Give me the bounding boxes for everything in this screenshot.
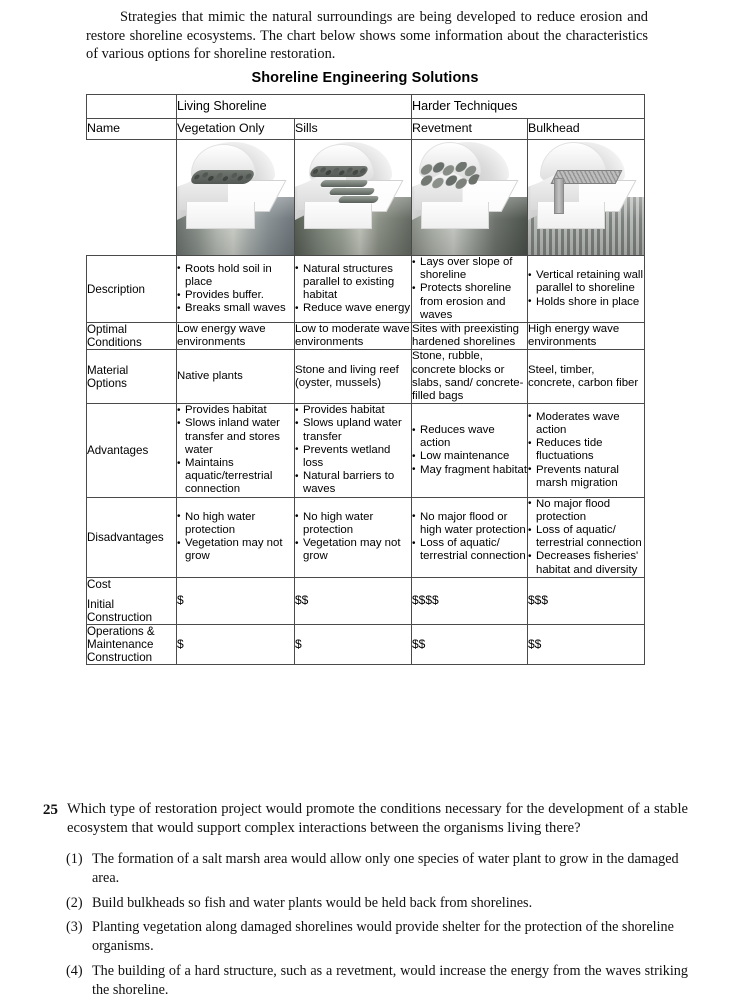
choice-text: The formation of a salt marsh area would allow only one species of water plant to grow in the damaged area. [92,850,679,887]
cell-disadvantages-bulkhead [528,497,645,577]
choice-number: (2) [66,894,83,911]
table-corner-cell [87,95,177,119]
choice-number: (3) [66,919,83,936]
list-item: • Provides habitat [295,404,411,417]
question-stem-row [28,800,688,839]
list-item: • Provides habitat [177,404,294,417]
list-item: • No major flood or high water protection [412,511,527,537]
cell-optimal-conditions-vegetation-only: Low energy wave environments [177,323,295,350]
table-row [87,256,645,323]
row-label-cost-initial-construction [87,577,177,624]
list-item: • No major flood protection [528,498,644,524]
list-item: • Reduces wave action [412,424,527,450]
choice-number: (1) [66,850,83,867]
illustration-cell-bulkhead [528,140,645,256]
row-label-description: Description [87,256,177,323]
cell-disadvantages-sills [295,497,412,577]
list-item: • Low maintenance [412,450,527,463]
row-label-line: Initial [87,597,115,611]
column-header-vegetation-only: Vegetation Only [177,119,295,140]
choice-text: Planting vegetation along damaged shorelines would provide shelter for the protection of the shoreline organisms. [92,919,674,955]
choice-text: Build bulkheads so fish and water plants would be held back from shorelines. [92,894,533,911]
row-label-line: Construction [87,650,153,664]
list-item: • Protects shoreline from erosion and waves [412,282,527,322]
illustration-cell-vegetation-only [177,140,295,256]
question-number: 25 [42,801,58,818]
table-group-header-row [87,95,645,119]
cell-cost-initial-vegetation-only: $ [177,577,295,624]
list-item: • Vertical retaining wall parallel to shoreline [528,269,644,295]
list-item: • Decreases fisheries' habitat and diversity [528,550,644,576]
list-item: • Provides buffer. [177,289,294,302]
list-item: • Vegetation may not grow [177,537,294,563]
choice-number: (4) [66,962,83,979]
list-item: • No high water protection [177,511,294,537]
list-item: • Vegetation may not grow [295,537,411,563]
row-label-disadvantages: Disadvantages [87,497,177,577]
bulkhead-diagram-icon [528,140,644,255]
column-header-bulkhead: Bulkhead [528,119,645,140]
answer-choice-3[interactable] [66,918,688,957]
answer-choice-4[interactable] [66,962,688,1001]
cell-description-vegetation-only [177,256,295,323]
illustration-row-label-empty [87,140,177,256]
list-item: • Moderates wave action [528,411,644,437]
list-item: • Natural barriers to waves [295,470,411,496]
list-item: • Slows inland water transfer and stores water [177,417,294,457]
group-header-harder-techniques: Harder Techniques [412,95,645,119]
list-item: • May fragment habitat [412,464,527,477]
table-row [87,404,645,497]
cell-ops-maintenance-sills: $ [295,624,412,664]
column-header-revetment: Revetment [412,119,528,140]
row-label-line: Cost [87,577,111,591]
cell-description-bulkhead [528,256,645,323]
table-row [87,577,645,624]
row-label-operations-maintenance [87,624,177,664]
cell-material-options-bulkhead: Steel, timber, concrete, carbon fiber [528,350,645,404]
illustration-cell-sills [295,140,412,256]
cell-disadvantages-revetment [412,497,528,577]
row-label-line: Options [87,376,127,390]
cell-advantages-bulkhead [528,404,645,497]
answer-choice-2[interactable] [66,894,688,913]
cell-advantages-revetment [412,404,528,497]
list-item: • Holds shore in place [528,296,644,309]
cell-optimal-conditions-bulkhead: High energy wave environments [528,323,645,350]
choice-text: The building of a hard structure, such as a revetment, would increase the energy from the waves striking the shoreline. [92,962,688,999]
cell-disadvantages-vegetation-only [177,497,295,577]
list-item: • Loss of aquatic/ terrestrial connection [528,524,644,550]
row-label-line: Maintenance [87,637,154,651]
cell-cost-initial-revetment: $$$$ [412,577,528,624]
illustration-cell-revetment [412,140,528,256]
cell-material-options-sills: Stone and living reef (oyster, mussels) [295,350,412,404]
list-item: • Slows upland water transfer [295,417,411,443]
row-label-line: Optimal [87,323,127,337]
column-header-sills: Sills [295,119,412,140]
group-header-living-shoreline: Living Shoreline [177,95,412,119]
row-label-material-options [87,350,177,404]
list-item: • Lays over slope of shoreline [412,256,527,282]
cell-optimal-conditions-revetment: Sites with preexisting hardened shorelines [412,323,528,350]
revetment-diagram-icon [412,140,527,255]
list-item: • Prevents wetland loss [295,444,411,470]
cell-ops-maintenance-bulkhead: $$ [528,624,645,664]
row-label-line: Operations & [87,624,155,638]
table-column-header-row [87,119,645,140]
cell-material-options-revetment: Stone, rubble, concrete blocks or slabs, sand/ concrete-filled bags [412,350,528,404]
row-label-line: Construction [87,610,153,624]
list-item: • Prevents natural marsh migration [528,464,644,490]
row-label-optimal-conditions [87,323,177,350]
table-row [87,624,645,664]
question-block [28,800,688,1006]
table-row [87,350,645,404]
question-stem: Which type of restoration project would promote the conditions necessary for the development of a stable ecosystem that would support complex interactions between the organisms living there? [67,801,688,837]
cell-optimal-conditions-sills: Low to moderate wave environments [295,323,410,349]
row-label-line: Material [87,363,129,377]
list-item: • Reduce wave energy [295,302,411,315]
cell-cost-initial-sills: $$ [295,577,412,624]
table-row [87,323,645,350]
row-label-name: Name [87,119,177,140]
cell-description-revetment [412,256,528,323]
cell-ops-maintenance-revetment: $$ [412,624,528,664]
row-label-advantages: Advantages [87,404,177,497]
cell-cost-initial-bulkhead: $$$ [528,577,645,624]
table-row [87,497,645,577]
answer-choice-1[interactable] [66,850,688,889]
answer-choices [28,850,688,1001]
shoreline-solutions-table-wrapper [86,94,644,665]
list-item: • Roots hold soil in place [177,263,294,289]
table-illustration-row [87,140,645,256]
cell-ops-maintenance-vegetation-only: $ [177,624,295,664]
shoreline-solutions-table [86,94,645,665]
chart-title: Shoreline Engineering Solutions [251,70,479,86]
list-item: • Reduces tide fluctuations [528,437,644,463]
cell-material-options-vegetation-only: Native plants [177,350,295,404]
sills-diagram-icon [295,140,411,255]
vegetation-only-diagram-icon [177,140,294,255]
intro-paragraph: Strategies that mimic the natural surroundings are being developed to reduce erosion and restore shoreline ecosystems. The chart below shows some information about the characteristics of various options for shoreline restoration. [86,9,648,63]
row-label-line: Conditions [87,336,142,350]
cell-advantages-vegetation-only [177,404,295,497]
cell-advantages-sills [295,404,412,497]
list-item: • Loss of aquatic/ terrestrial connection [412,537,527,563]
list-item: • Breaks small waves [177,302,294,315]
list-item: • No high water protection [295,511,411,537]
list-item: • Maintains aquatic/terrestrial connection [177,457,294,497]
list-item: • Natural structures parallel to existing habitat [295,263,411,303]
cell-description-sills [295,256,412,323]
